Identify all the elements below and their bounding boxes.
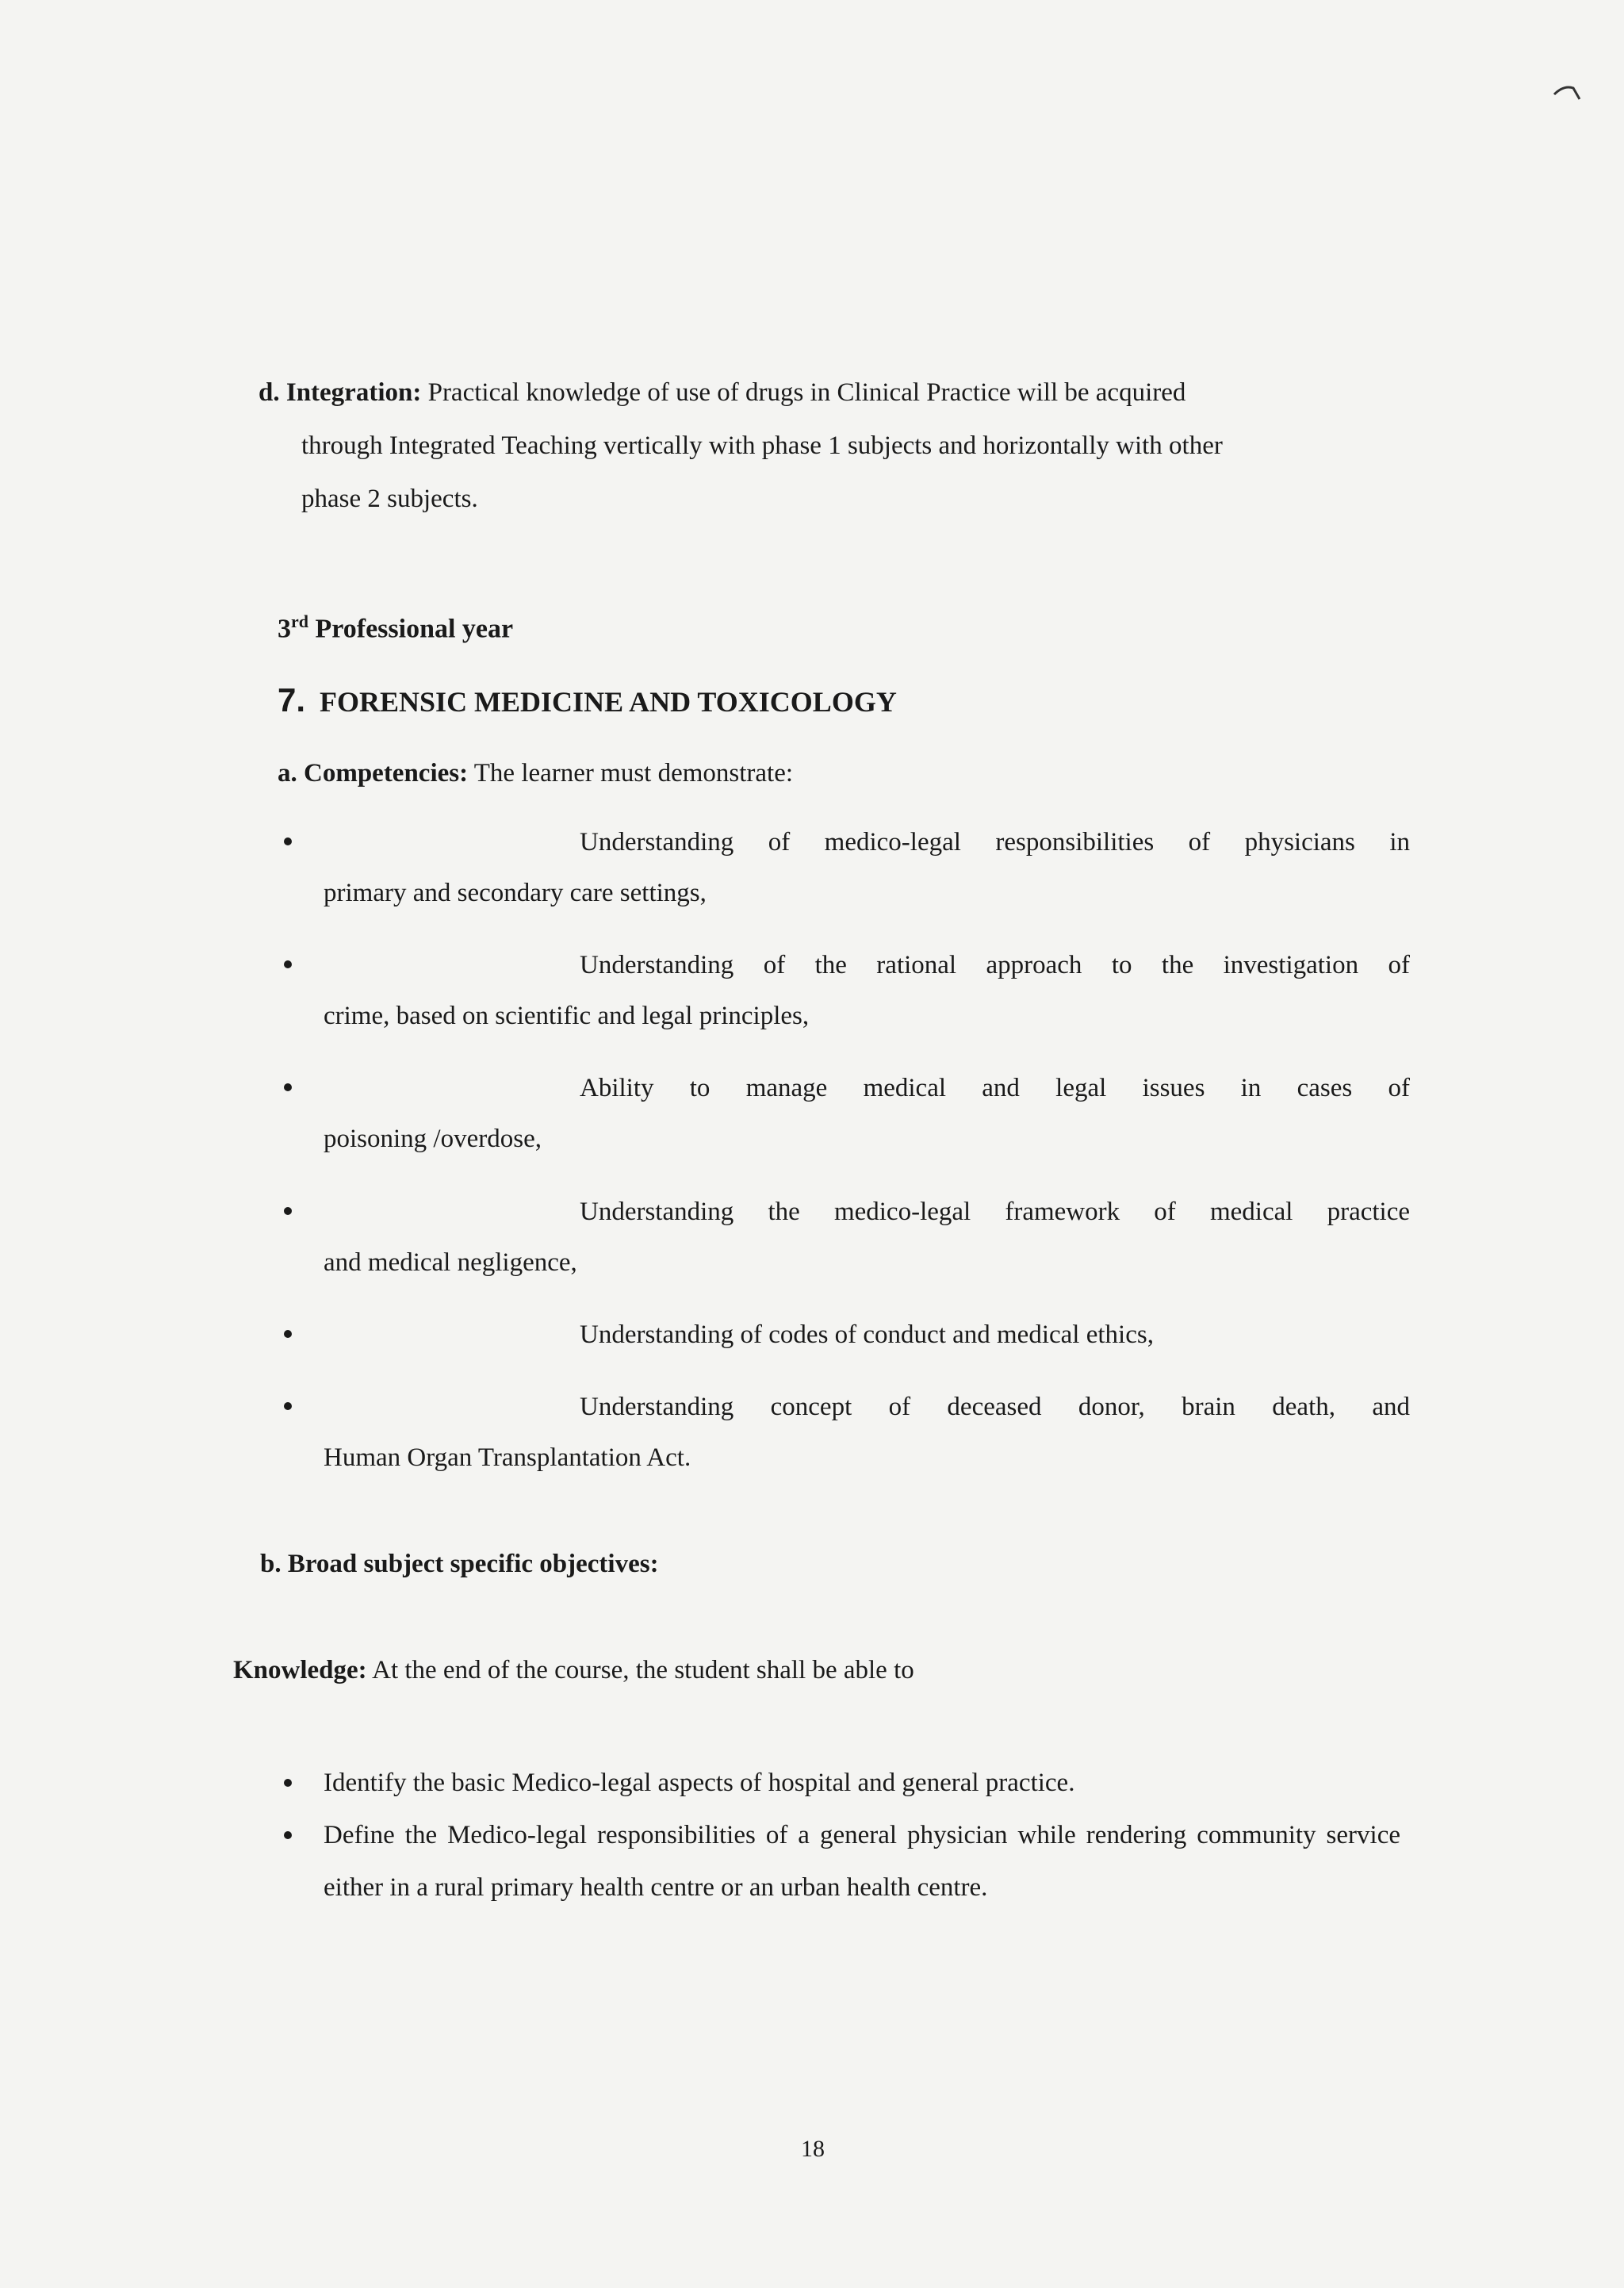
- competencies-intro: The learner must demonstrate:: [473, 759, 794, 788]
- competency-line-1: Understanding the medico-legal framework of medical practice: [580, 1198, 1410, 1226]
- year-heading: [278, 603, 513, 648]
- section-title: FORENSIC MEDICINE AND TOXICOLOGY: [320, 686, 897, 718]
- competency-item: [324, 1186, 1410, 1288]
- knowledge-item: Define the Medico-legal responsibilities of a general physician while rendering community service either in a rural primary health centre or an urban health centre.: [324, 1821, 1400, 1902]
- bullet-icon: [284, 1083, 292, 1091]
- competencies-heading: [278, 753, 793, 793]
- competency-line-1: Understanding of codes of conduct and medical ethics,: [580, 1320, 1154, 1349]
- year-ordinal: 3: [278, 614, 291, 644]
- competency-line-1: Understanding of medico-legal responsibilities of physicians in: [580, 828, 1410, 857]
- integration-text-1: Practical knowledge of use of drugs in Clinical Practice will be acquired: [427, 378, 1186, 407]
- integration-label: d. Integration:: [259, 378, 422, 407]
- page-number: 18: [801, 2136, 825, 2162]
- knowledge-intro: At the end of the course, the student shall be able to: [372, 1656, 914, 1684]
- bullet-icon: [284, 960, 292, 968]
- integration-line-2: through Integrated Teaching vertically with phase 1 subjects and horizontally with other: [301, 431, 1223, 460]
- bullet-icon: [284, 837, 292, 845]
- knowledge-label: Knowledge:: [233, 1656, 367, 1684]
- bullet-icon: [284, 1831, 292, 1839]
- competency-item: [324, 817, 1410, 918]
- competency-line-2: crime, based on scientific and legal principles,: [324, 1002, 810, 1030]
- competency-line-1: Ability to manage medical and legal issues in cases of: [580, 1074, 1410, 1102]
- knowledge-intro-line: [233, 1650, 914, 1690]
- competency-line-1: Understanding of the rational approach to the investigation of: [580, 951, 1410, 979]
- competency-line-2: primary and secondary care settings,: [324, 879, 707, 907]
- integration-paragraph: [259, 366, 1432, 526]
- objectives-heading: b. Broad subject specific objectives:: [260, 1550, 659, 1578]
- knowledge-item: Identify the basic Medico-legal aspects of hospital and general practice.: [324, 1769, 1075, 1797]
- competency-line-2: Human Organ Transplantation Act.: [324, 1443, 691, 1472]
- bullet-icon: [284, 1330, 292, 1338]
- section-heading: [278, 678, 897, 724]
- competency-item: [324, 940, 1410, 1041]
- bullet-icon: [284, 1402, 292, 1410]
- competency-item: [324, 1309, 1410, 1360]
- competency-item: [324, 1382, 1410, 1483]
- corner-mark-icon: [1553, 83, 1584, 101]
- bullet-icon: [284, 1207, 292, 1215]
- competency-line-2: and medical negligence,: [324, 1248, 577, 1277]
- year-heading-text: Professional year: [315, 614, 514, 644]
- bullet-icon: [284, 1779, 292, 1787]
- section-number: 7.: [278, 681, 306, 719]
- competency-line-1: Understanding concept of deceased donor, brain death, and: [580, 1393, 1410, 1421]
- year-ordinal-suffix: rd: [291, 611, 308, 631]
- competency-item: [324, 1063, 1410, 1164]
- integration-line-1: [259, 366, 1432, 420]
- competencies-label: a. Competencies:: [278, 759, 469, 788]
- competency-line-2: poisoning /overdose,: [324, 1125, 542, 1153]
- integration-line-3: phase 2 subjects.: [301, 485, 478, 513]
